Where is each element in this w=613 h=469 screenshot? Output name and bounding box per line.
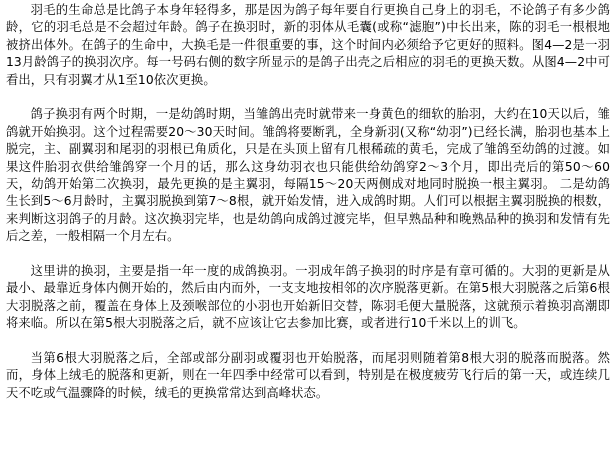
- paragraph-spacer: [6, 333, 610, 350]
- paragraph-spacer: [6, 89, 610, 106]
- article-body: [6, 2, 610, 402]
- paragraph-molting-overview: 羽毛的生命总是比鸽子本身年轻得多，那是因为鸽子每年要自行更换自己身上的羽毛，不论鸽子有多少鸽龄，它的羽毛总是不会超过年龄。鸽子在换羽时，新的羽体从毛囊(或称“滤胞”)中长出来，陈的羽毛一根根地被挤出体外。在鸽子的生命中，大换毛是一件很重要的事，这个时间内必须给予它更好的照料。图4—2是一羽13月龄鸽子的换羽次序。每一号码右侧的数字所显示的是鸽子出壳之后相应的羽毛的更换天数。从图4—2中可看出，只有羽翼才从1至10依次更换。: [6, 3, 610, 87]
- paragraph-two-periods: 鸽子换羽有两个时期，一是幼鸽时期，当雏鸽出壳时就带来一身黄色的细软的胎羽，大约在10天以后，雏鸽就开始换羽。这个过程需要20～30天时间。雏鸽将要断乳，全身新羽(又称“幼羽”)已经长满，胎羽也基本上脱完，主、副翼羽和尾羽的羽根已角质化，只是在头顶上留有几根稀疏的黄毛，完成了雏鸽至幼鸽的过渡。如果这件胎羽衣供给雏鸽穿一个月的话，那么这身幼羽衣也只能供给幼鸽穿2～3个月，即出壳后的第50～60天，幼鸽开始第二次换羽，最先更换的是主翼羽，每隔15～20天两侧成对地同时脱换一根主翼羽。 二是幼鸽生长到5～6月龄时，主翼羽脱换到第7～8根，就开始发情，进入成鸽时期。人们可以根据主翼羽脱换的根数，来判断这羽鸽子的月龄。这次换羽完毕，也是幼鸽向成鸽过渡完毕，但早熟品种和晚熟品种的换羽和发情有先后之差，一般相隔一个月左右。: [6, 107, 610, 244]
- paragraph-down-feathers: 当第6根大羽脱落之后，全部或部分副羽或覆羽也开始脱落，而尾羽则随着第8根大羽的脱落而脱落。然而，身体上绒毛的脱落和更新，则在一年四季中经常可以看到，特别是在极度疲劳飞行后的第一天，或连续几天不吃或气温骤降的时候，绒毛的更换常常达到高峰状态。: [6, 351, 610, 400]
- paragraph-spacer: [6, 246, 610, 263]
- paragraph-adult-molting: 这里讲的换羽，主要是指一年一度的成鸽换羽。一羽成年鸽子换羽的时序是有章可循的。大羽的更新是从最小、最靠近身体内侧开始的，然后由内而外，一支支地按相邻的次序脱落更新。在第5根大羽脱落之后第6根大羽脱落之前，覆盖在身体上及颈喉部位的小羽也开始新旧交替，陈羽毛便大量脱落，这就预示着换羽高潮即将来临。所以在第5根大羽脱落之后，就不应该让它去参加比赛，或者进行10千米以上的训飞。: [6, 264, 610, 331]
